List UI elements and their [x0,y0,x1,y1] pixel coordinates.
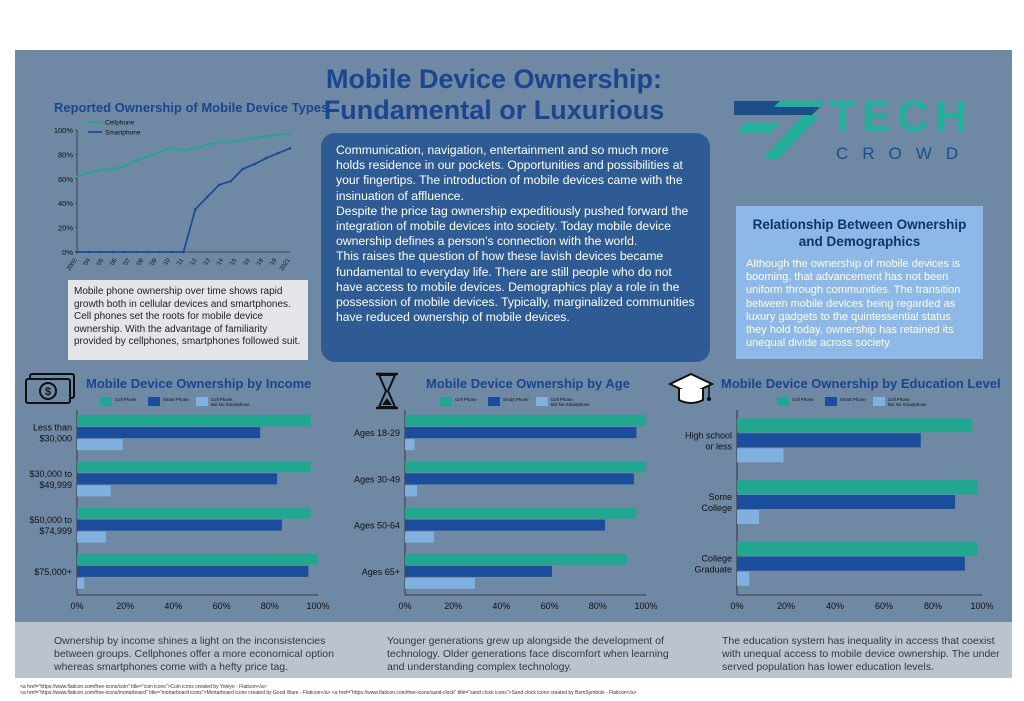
bar [77,520,282,531]
bar [77,473,277,484]
data-point [135,159,138,162]
relationship-box [736,206,983,359]
series-line-cellphone [77,134,290,177]
bar [737,557,965,571]
bar [77,578,84,589]
bar [405,485,417,496]
data-point [99,169,102,172]
legend-swatch [196,397,208,406]
x-tick-label: 2002 [66,257,79,273]
data-point [230,180,233,183]
x-tick-label: '19 [268,257,279,268]
bar [737,448,784,462]
bar [77,461,311,472]
category-label: College [701,503,732,513]
income-note: Ownership by income shines a light on the inconsistencies between groups. Cellphones offer a more economical option whereas smartphones come with a hefty price tag. [54,635,334,673]
data-point [277,152,280,155]
title-line-2: Fundamental or Luxurious [323,95,665,125]
education-note: The education system has inequality in access that coexist with unequal access to mobile device ownership. The under served population has lower education levels. [722,635,1000,673]
title-line-1: Mobile Device Ownership: [325,64,663,94]
data-point [147,156,150,159]
data-point [135,251,138,254]
x-tick-label: 20% [444,601,463,611]
data-point [194,147,197,150]
x-tick-label: '14 [215,257,226,268]
category-label: Ages 65+ [361,566,400,577]
x-tick-label: '10 [162,257,172,268]
page-title [318,64,670,126]
y-tick-label: 100% [53,126,73,135]
data-point [289,147,292,150]
x-tick-label: '07 [122,257,132,268]
education-bar-chart [672,392,1002,618]
x-tick-label: 0% [730,601,744,611]
data-point [241,168,244,171]
category-label: $30,000 to [29,468,72,479]
bar [77,415,311,426]
x-tick-label: '04 [82,257,92,268]
data-point [253,163,256,166]
bar [405,415,646,426]
legend-label: Cell Phone, [551,397,574,402]
x-tick-label: 40% [825,601,845,611]
legend-swatch [536,397,548,406]
data-point [76,175,79,178]
x-tick-label: 100% [634,601,658,611]
y-tick-label: 40% [57,199,73,209]
logo-crowd-text: CROWD [836,144,973,163]
age-note: Younger generations grew up alongside the development of technology. Older generations face discomfort when learning and understanding complex technology. [387,635,669,673]
category-label: $50,000 to [29,515,72,526]
data-point [76,251,79,254]
bar [77,508,311,519]
bar [405,508,636,519]
bar [405,439,415,450]
legend-swatch [825,397,837,406]
bar [405,473,634,484]
data-point [253,137,256,140]
bar [77,532,106,543]
x-tick-label: 60% [540,601,559,611]
category-label: Graduate [694,564,732,575]
credit-line-1: <a href="https://www.flaticon.com/free-icons/coin" title="coin icons">Coin icons created by Yoleyo - Flaticon</a> [20,684,267,690]
relationship-text: Although the ownership of mobile devices is booming, that advancement has not been uniform through communities. The transition between mobile devices being regarded as luxury gadgets to the quintessential status they hold today, ownership has retained its unequal divide across society. [746,258,961,350]
seven-logo-icon [734,97,829,159]
bar [737,542,977,556]
legend-swatch [873,397,885,406]
legend-swatch [100,397,112,406]
category-label: High school [684,430,732,441]
x-tick-label: 40% [164,601,183,611]
legend-label: Cell Phone [455,397,477,402]
intro-paragraph-1: Communication, navigation, entertainment and so much more holds residence in our pockets. Opportunities and possibilities at your fingertips. The introduction of mobile devices came with the insinuation of affluence. [336,143,683,203]
bar [77,427,260,438]
y-tick-label: 0% [62,248,73,257]
x-tick-label: '16 [242,257,252,268]
bar [405,520,605,531]
credit-line-2: <a href="https://www.flaticon.com/free-icons/mortarboard" title="mortarboard icons">Mortarboard icons created by Good Ware - Flaticon</a> <a href="https://www.flaticon.com/free-icons/sand-clock" title="sand clock icons">Sand clock icons created by BomSymbols - Flaticon</a> [20,690,637,696]
x-tick-label: 0% [70,601,84,611]
data-point [194,208,197,211]
x-tick-label: '18 [255,257,266,268]
data-point [147,251,150,254]
x-tick-label: 100% [306,601,330,611]
bar [737,433,921,447]
data-point [241,138,244,141]
logo-tech-text: TECH [829,92,973,141]
data-point [170,147,173,150]
x-tick-label: '09 [149,257,159,268]
y-tick-label: 20% [57,223,73,233]
legend-label: Cell Phone, [888,397,911,402]
category-label: Ages 30-49 [353,474,400,485]
category-label: Ages 50-64 [353,520,400,531]
x-tick-label: 80% [923,601,943,611]
x-tick-label: 40% [492,601,511,611]
x-tick-label: 20% [116,601,135,611]
bar [405,554,627,565]
data-point [88,251,91,254]
bar [737,572,749,586]
x-tick-label: 100% [970,601,994,611]
legend-swatch [488,397,500,406]
x-tick-label: 80% [588,601,607,611]
data-point [99,251,102,254]
category-label: College [701,553,732,564]
age-bar-chart [340,392,662,618]
category-label: $49,999 [39,479,72,490]
legend-label: Smart Phone [840,397,866,402]
intro-paragraph-2: Despite the price tag ownership expeditiously pushed forward the integration of mobile devices into society. Today mobile device ownership defines a person’s connection with the world. [336,203,689,249]
data-point [206,196,209,199]
tech-crowd-logo [734,92,984,165]
intro-paragraph-3: This raises the question of how these lavish devices became fundamental to everyday life. There are still people who do not have access to mobile devices. Demographics play a role in the possession of mobile devices. Typically, marginalized communities have reduced ownership of mobile devices. [336,249,695,325]
x-tick-label: '06 [109,257,119,268]
x-tick-label: '08 [135,257,146,268]
data-point [159,151,162,154]
bar [405,566,552,577]
legend-swatch [777,397,789,406]
x-tick-label: 0% [398,601,412,611]
y-tick-label: 60% [57,174,73,184]
bar [405,578,475,589]
intro-card [321,133,710,362]
line-chart-title: Reported Ownership of Mobile Device Types [54,100,329,115]
legend-label: But No Smartphone [211,402,250,407]
data-point [182,149,185,152]
income-bar-chart [20,392,332,618]
age-chart-title: Mobile Device Ownership by Age [426,376,630,391]
x-tick-label: 60% [212,601,231,611]
legend-label: But No Smartphone [551,402,590,407]
legend-label: Cellphone [105,119,135,127]
data-point [265,157,268,160]
legend-label: Smartphone [105,129,141,137]
x-tick-label: 60% [874,601,894,611]
bar [77,485,111,496]
x-tick-label: 80% [260,601,279,611]
category-label: Some [708,492,732,502]
data-point [182,251,185,254]
legend-label: But No Smartphone [888,402,927,407]
bar [737,495,955,509]
category-label: or less [705,441,732,452]
category-label: $74,999 [39,526,72,537]
line-chart-note: Mobile phone ownership over time shows rapid growth both in cellular devices and smartphones. Cell phones set the roots for mobile device ownership. With the advantage of familiarity provided by cellphones, smartphones followed suit. [68,280,308,360]
data-point [277,134,280,137]
legend-label: Cell Phone, [211,397,234,402]
x-tick-label: '13 [202,257,212,268]
category-label: Less than [32,422,72,433]
data-point [111,251,114,254]
x-tick-label: '11 [175,257,186,268]
data-point [123,251,126,254]
data-point [159,251,162,254]
bar [405,461,646,472]
y-tick-label: 80% [57,150,73,160]
legend-label: Cell Phone [792,397,814,402]
data-point [170,251,173,254]
bar [737,480,977,494]
legend-swatch [148,397,160,406]
category-label: Ages 18-29 [353,428,400,439]
bar [737,510,759,524]
relationship-title: Relationship Between Ownership and Demographics [752,217,967,249]
series-line-smartphone [77,148,290,252]
x-tick-label: '12 [189,257,199,268]
data-point [111,168,114,171]
data-point [218,141,221,144]
bar [77,439,123,450]
data-point [218,184,221,187]
data-point [88,171,91,174]
data-point [289,132,292,135]
income-chart-title: Mobile Device Ownership by Income [86,376,312,391]
bar [737,418,972,432]
data-point [206,143,209,146]
x-tick-label: '15 [228,257,239,268]
data-point [265,135,268,138]
legend-label: Smart Phone [503,397,529,402]
x-tick-label: 20% [776,601,796,611]
x-tick-label: '05 [95,257,106,268]
data-point [123,165,126,168]
svg-text:$: $ [44,386,52,398]
bar [77,566,308,577]
ownership-line-chart [40,116,300,276]
education-chart-title: Mobile Device Ownership by Education Level [721,376,1001,391]
bar [77,554,318,565]
bar [405,427,636,438]
legend-label: Smart Phone [163,397,189,402]
category-label: $75,000+ [34,566,72,577]
legend-swatch [440,397,452,406]
data-point [230,141,233,144]
x-tick-label: 2021 [279,257,292,273]
bar [405,532,434,543]
legend-label: Cell Phone [115,397,137,402]
category-label: $30,000 [39,433,72,444]
